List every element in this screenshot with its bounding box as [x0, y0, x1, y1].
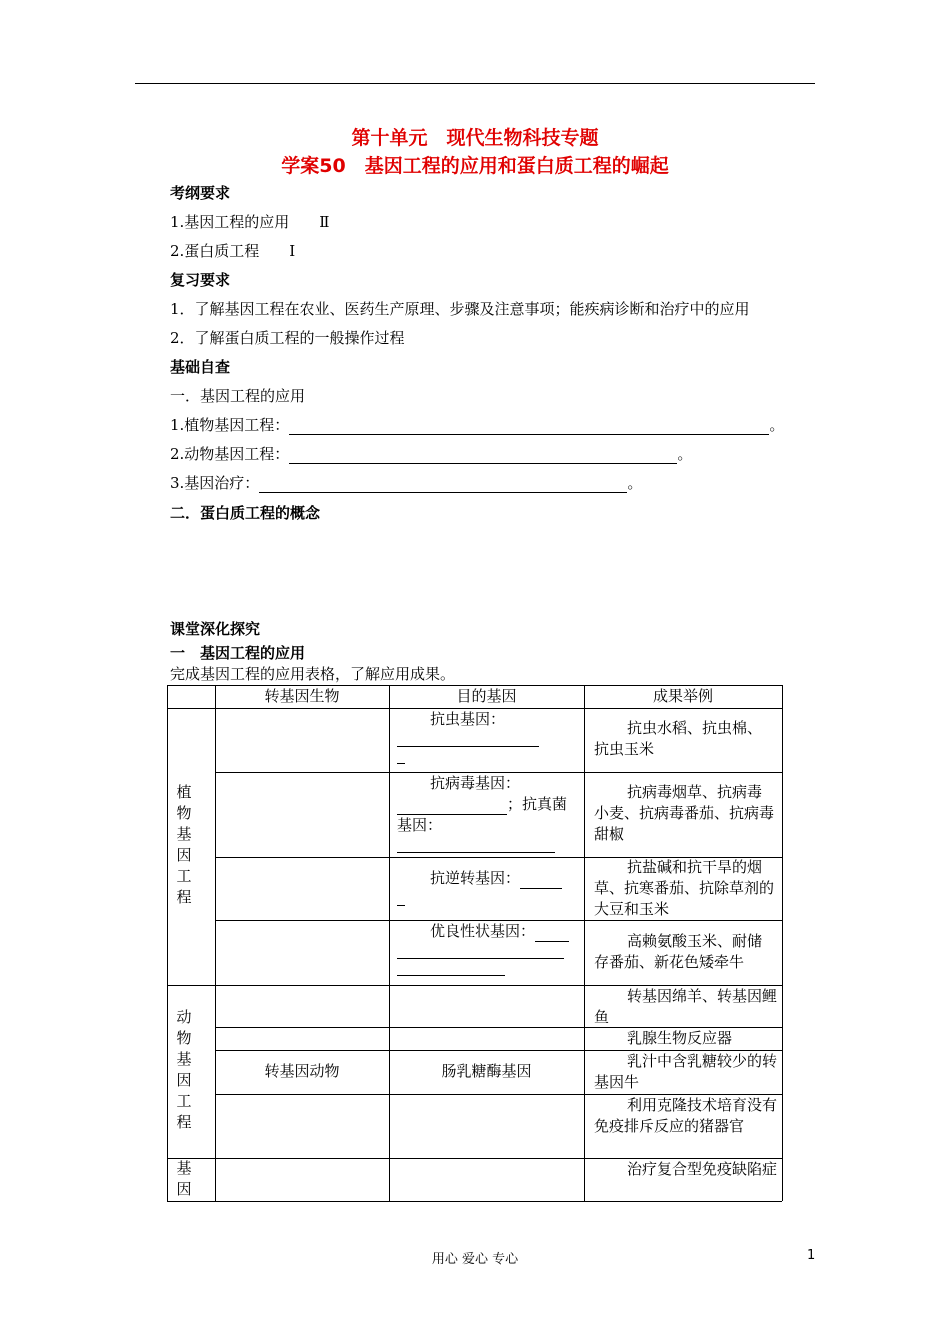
answer-blank[interactable]: [397, 747, 405, 764]
page-number: 1: [807, 1248, 816, 1263]
plant-gene-quality: [397, 921, 577, 976]
lesson-title: 学案50 基因工程的应用和蛋白质工程的崛起: [281, 155, 669, 177]
plant-gene-virus: [397, 773, 577, 853]
answer-blank[interactable]: [397, 800, 507, 815]
question-label: 3.基因治疗：: [170, 474, 260, 492]
gene-label: 抗逆转基因：: [430, 869, 521, 887]
answer-blank[interactable]: [397, 889, 405, 906]
animal-organism-row3: 转基因动物: [264, 1062, 340, 1080]
table-rule: [167, 685, 168, 1201]
therapy-result: 治疗复合型免疫缺陷症: [627, 1160, 778, 1178]
answer-blank[interactable]: [397, 959, 505, 976]
plant-gene-insect: [397, 709, 577, 764]
plant-result-virus: 抗病毒烟草、抗病毒小麦、抗病毒番茄、抗病毒甜椒: [594, 783, 775, 843]
animal-result-2: 乳腺生物反应器: [627, 1029, 733, 1047]
table-rule: [782, 685, 783, 1201]
classroom-heading: 课堂深化探究: [170, 620, 261, 638]
review-item-2: 2．了解蛋白质工程的一般操作过程: [170, 329, 405, 347]
gene-blank-line: [397, 868, 577, 889]
gene-label: 优良性状基因：: [430, 922, 536, 940]
answer-blank[interactable]: [259, 478, 627, 493]
plant-result-stress: 抗盐碱和抗干旱的烟草、抗寒番茄、抗除草剂的大豆和玉米: [594, 858, 775, 918]
gene-label: 基因：: [397, 816, 443, 834]
answer-blank[interactable]: [289, 420, 769, 435]
fill-animal-engineering: [170, 443, 692, 464]
classroom-section-1: 一 基因工程的应用: [170, 644, 306, 662]
period-mark: 。: [627, 474, 643, 492]
answer-blank[interactable]: [397, 730, 539, 747]
gene-blank-line: [397, 921, 577, 942]
page-footer: 用心 爱心 专心: [431, 1252, 519, 1267]
answer-blank[interactable]: [397, 836, 555, 853]
plant-gene-stress: [397, 868, 577, 906]
requirement-item-1: 1.基因工程的应用 Ⅱ: [170, 213, 330, 231]
animal-result-1: 转基因绵羊、转基因鲤鱼: [594, 987, 778, 1026]
fill-plant-engineering: [170, 414, 784, 435]
table-rule: [167, 1201, 782, 1202]
header-target-gene: 目的基因: [456, 687, 517, 705]
unit-title: 第十单元 现代生物科技专题: [351, 127, 599, 149]
table-rule: [215, 685, 216, 1201]
basics-section-2: 二．蛋白质工程的概念: [170, 504, 321, 522]
basics-section-1: 一．基因工程的应用: [170, 387, 306, 405]
animal-result-3: 乳汁中含乳糖较少的转基因牛: [594, 1052, 778, 1091]
question-label: 1.植物基因工程：: [170, 416, 290, 434]
animal-gene-row3: 肠乳糖酶基因: [441, 1062, 532, 1080]
review-item-1: 1．了解基因工程在农业、医药生产原理、步骤及注意事项；能疾病诊断和治疗中的应用: [170, 300, 750, 318]
plant-result-insect: 抗虫水稻、抗虫棉、抗虫玉米: [594, 719, 763, 758]
question-label: 2.动物基因工程：: [170, 445, 290, 463]
period-mark: 。: [677, 445, 693, 463]
gene-label: 抗病毒基因：: [430, 774, 521, 792]
header-results: 成果举例: [652, 687, 713, 705]
answer-blank[interactable]: [397, 942, 564, 959]
animal-result-4: 利用克隆技术培育没有免疫排斥反应的猪器官: [594, 1096, 778, 1135]
table-rule: [584, 685, 585, 1201]
plant-group-label: 植物基因工程: [176, 783, 192, 906]
basics-heading: 基础自查: [170, 358, 231, 376]
gene-label: ；抗真菌: [507, 795, 568, 813]
gene-blank-line: [397, 794, 577, 815]
period-mark: 。: [769, 416, 785, 434]
answer-blank[interactable]: [535, 927, 569, 942]
fill-gene-therapy: [170, 472, 642, 493]
animal-group-label: 动物基因工程: [176, 1008, 192, 1131]
therapy-group-label: 基因: [176, 1159, 192, 1198]
requirements-heading: 考纲要求: [170, 184, 231, 202]
gene-label: 抗虫基因：: [430, 710, 506, 728]
table-rule: [389, 685, 390, 1201]
requirement-item-2: 2.蛋白质工程 Ⅰ: [170, 242, 296, 260]
answer-blank[interactable]: [520, 874, 562, 889]
classroom-intro: 完成基因工程的应用表格，了解应用成果。: [170, 665, 456, 683]
header-rule: [135, 83, 815, 84]
header-organism: 转基因生物: [264, 687, 340, 705]
plant-result-quality: 高赖氨酸玉米、耐储存番茄、新花色矮牵牛: [594, 932, 763, 971]
review-heading: 复习要求: [170, 271, 231, 289]
answer-blank[interactable]: [289, 449, 677, 464]
